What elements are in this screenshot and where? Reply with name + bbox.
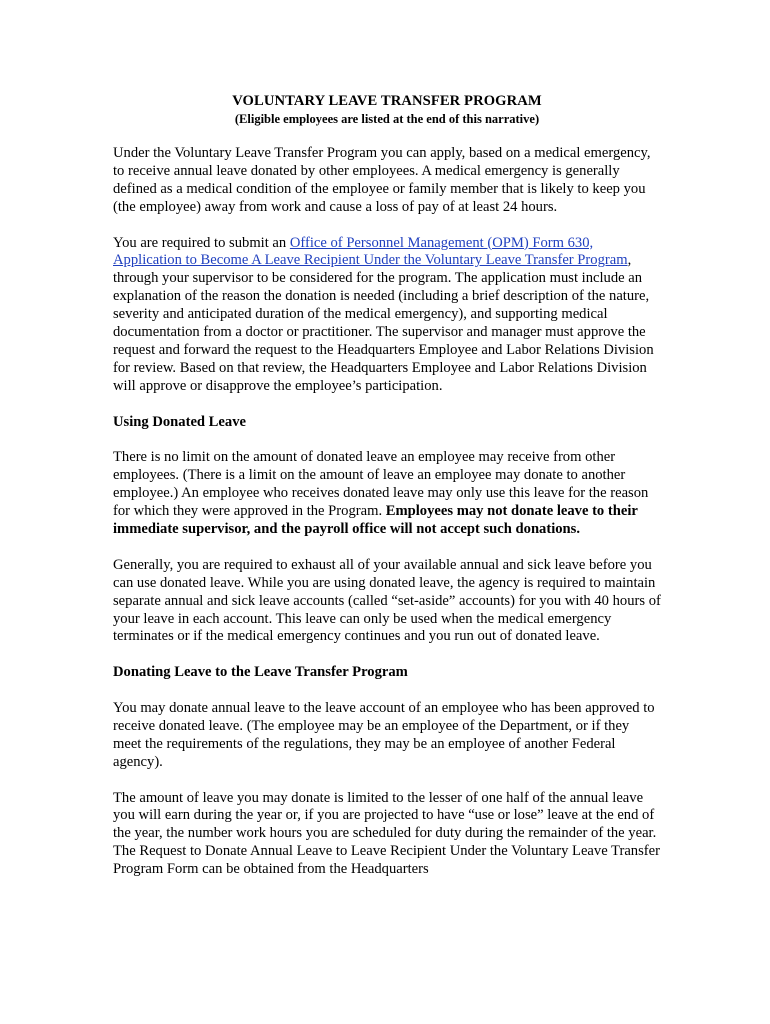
application-text-after: , through your supervisor to be considered for the program. The application must include an explanation of the reason the donation is needed (including a brief description of the nature, severity and anticipated duration of the medical emergency), and supporting medical documentation from a doctor or practitioner. The supervisor and manager must approve the request and forward the request to the Headquarters Employee and Labor Relations Division for review. Based on that review, the Headquarters Employee and Labor Relations Division will approve or disapprove the employee’s participation.	[113, 252, 654, 394]
application-paragraph	[113, 235, 661, 396]
page-title: VOLUNTARY LEAVE TRANSFER PROGRAM	[232, 93, 542, 109]
donating-paragraph-2: The amount of leave you may donate is limited to the lesser of one half of the annual leave you will earn during the year or, if you are projected to have “use or lose” leave at the end of the year, the number work hours you are scheduled for duty during the remainder of the year. The Request to Donate Annual Leave to Leave Recipient Under the Voluntary Leave Transfer Program Form can be obtained from the Headquarters	[113, 789, 660, 878]
using-paragraph-2: Generally, you are required to exhaust all of your available annual and sick leave before you can use donated leave. While you are using donated leave, the agency is required to maintain separate annual and sick leave accounts (called “set-aside” accounts) for you with 40 hours of your leave in each account. This leave can only be used when the medical emergency terminates or if the medical emergency continues and you run out of donated leave.	[113, 556, 661, 645]
using-paragraph-1-text: There is no limit on the amount of donated leave an employee may receive from other employees. (There is a limit on the amount of leave an employee may donate to another employee.) An employee who receives donated leave may only use this leave for the reason for which they were approved in the Program.	[113, 449, 649, 520]
donating-paragraph-1: You may donate annual leave to the leave account of an employee who has been approved to receive donated leave. (The employee may be an employee of the Department, or if they meet the requirements of the regulations, they may be an employee of another Federal agency).	[113, 700, 655, 770]
using-paragraph-1	[113, 449, 661, 539]
donation-restriction-notice: Employees may not donate leave to their immediate supervisor, and the payroll office will not accept such donations.	[113, 503, 638, 537]
section-heading-donating-leave: Donating Leave to the Leave Transfer Program	[113, 664, 408, 681]
intro-paragraph: Under the Voluntary Leave Transfer Program you can apply, based on a medical emergency, to receive annual leave donated by other employees. A medical emergency is generally defined as a medical condition of the employee or family member that is likely to keep you (the employee) away from work and cause a loss of pay of at least 24 hours.	[113, 145, 651, 215]
application-text-before: You are required to submit an	[113, 234, 290, 251]
document-page	[113, 92, 661, 897]
page-subtitle: (Eligible employees are listed at the end of this narrative)	[234, 112, 540, 126]
section-heading-using-donated-leave: Using Donated Leave	[113, 413, 246, 430]
opm-form-630-link[interactable]: Office of Personnel Management (OPM) Form 630, Application to Become A Leave Recipient Under the Voluntary Leave Transfer Program	[113, 234, 628, 269]
